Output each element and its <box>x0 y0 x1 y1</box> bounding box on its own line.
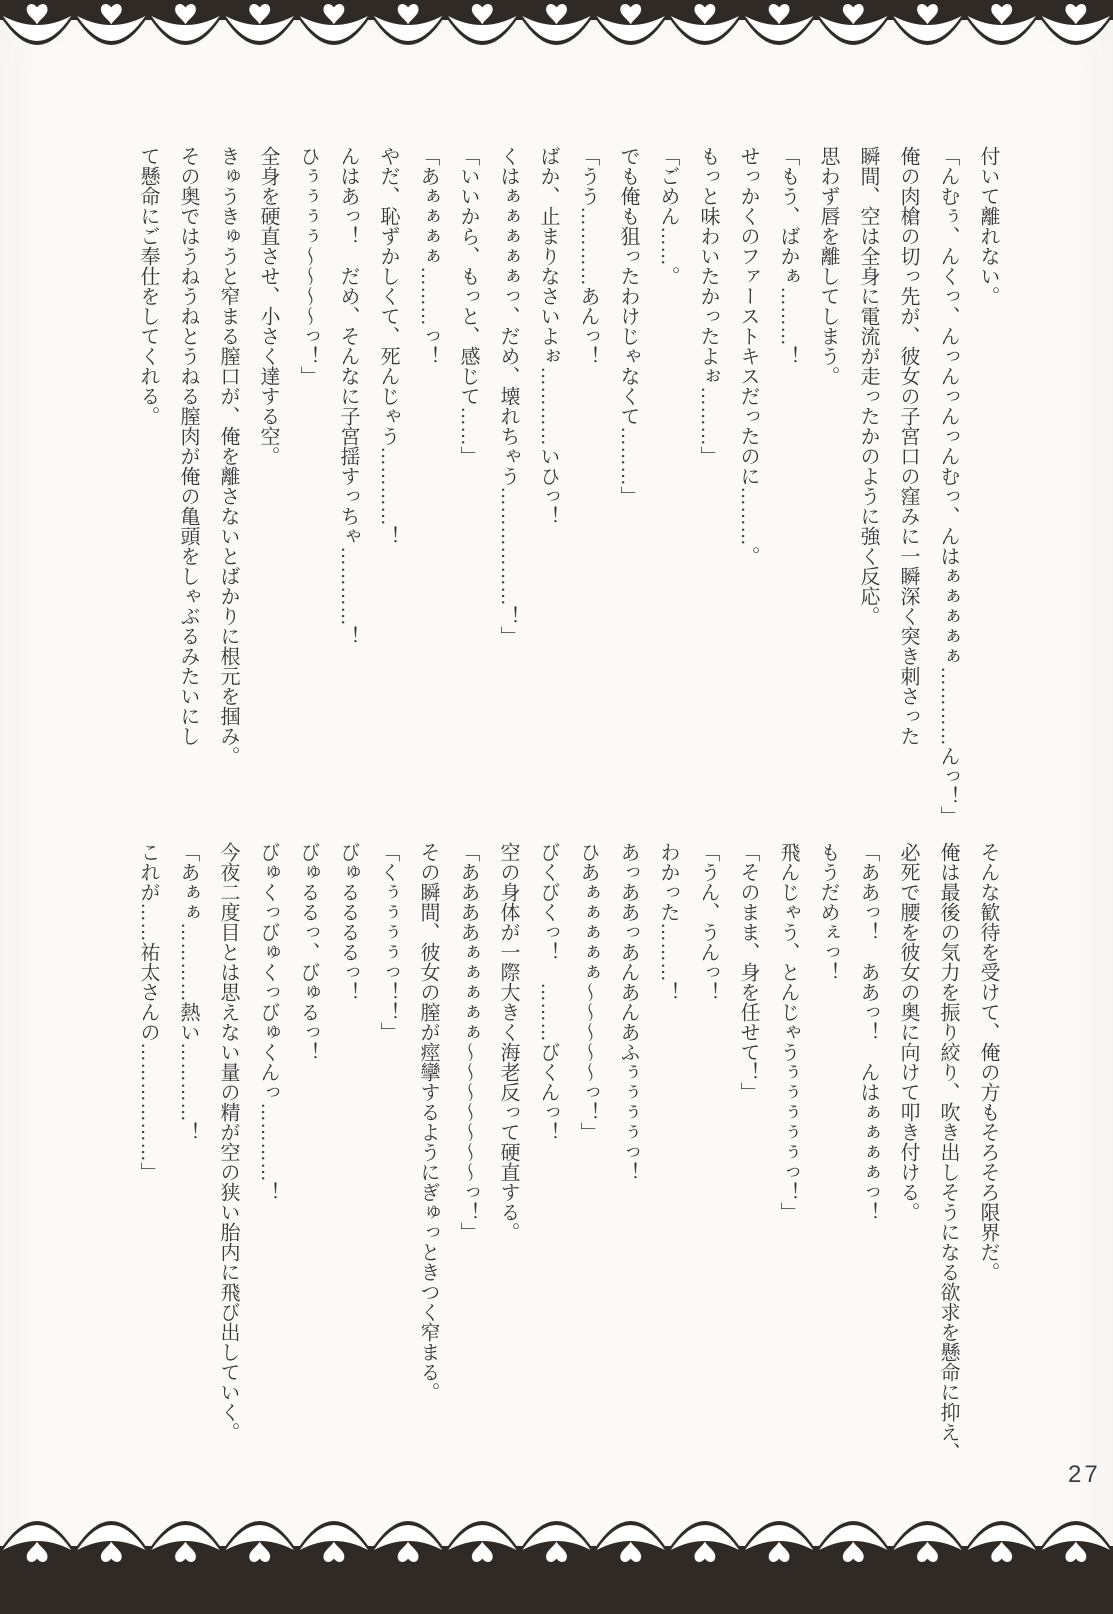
text-column: 「いいから、もっと、感じて……」 <box>457 146 479 466</box>
text-column: 俺は最後の気力を振り絞り、吹き出しそうになる欲求を懸命に抑え、 <box>937 842 959 1462</box>
top-text-block <box>128 146 1008 846</box>
page-number: 27 <box>1068 1461 1101 1488</box>
lace-border-bottom <box>0 1508 1113 1614</box>
text-column: きゅうきゅうと窄まる膣口が、俺を離さないとばかりに根元を掴み。 <box>217 146 239 766</box>
text-column: びゅくっびゅくっびゅくんっ…………！ <box>257 842 279 1202</box>
text-column: 「ああっ！ ああっ！ んはぁぁぁぁっ！ <box>857 842 879 1222</box>
text-column: これが……祐太さんの………………」 <box>137 842 159 1182</box>
text-column: 飛んじゃう、とんじゃうぅぅぅぅぅっ！」 <box>777 842 799 1222</box>
text-column: もうだめぇっ！ <box>817 842 839 982</box>
text-column: 「うん、うんっ！ <box>697 842 719 1002</box>
bottom-text-block <box>128 842 1008 1502</box>
text-column: んはあっ！ だめ、そんなに子宮揺すっちゃ…………！ <box>337 146 359 646</box>
lace-border-top <box>0 0 1113 58</box>
text-column: ばか、止まりなさいよぉ…………いひっ！ <box>537 146 559 526</box>
text-column: びゅるるるるっ！ <box>337 842 359 1002</box>
text-column: もっと味わいたかったよぉ………」 <box>697 146 719 466</box>
text-column: 全身を硬直させ、小さく達する空。 <box>257 146 279 466</box>
text-column: ひあぁぁぁぁぁ～～～～～っ！」 <box>577 842 599 1142</box>
text-column: その瞬間、彼女の膣が痙攣するようにぎゅっときつく窄まる。 <box>417 842 439 1402</box>
lace-band-solid <box>0 1564 1113 1614</box>
text-column: 「ごめん……。 <box>657 146 679 286</box>
text-column: そんな歓待を受けて、俺の方もそろそろ限界だ。 <box>977 842 999 1282</box>
text-column: 「もう、ばかぁ………！ <box>777 146 799 366</box>
text-column: 「そのまま、身を任せて！」 <box>737 842 759 1102</box>
text-column: せっかくのファーストキスだったのに………。 <box>737 146 759 566</box>
text-column: びゅるるっ、びゅるっ！ <box>297 842 319 1062</box>
text-column: 「あぁぁ…………熱い…………！ <box>177 842 199 1142</box>
text-column: 「ああああぁぁぁぁぁ～～～～～～～っ！」 <box>457 842 479 1242</box>
text-column: 「あぁぁぁぁ………っ！ <box>417 146 439 366</box>
text-column: 瞬間、空は全身に電流が走ったかのように強く反応。 <box>857 146 879 626</box>
text-column: 「うう…………あんっ！ <box>577 146 599 366</box>
text-column: 「んむぅ、んくっ、んっんっんっんむっ、んはぁぁぁぁぁ…………んっ！」 <box>937 146 959 826</box>
text-column: わかった………！ <box>657 842 679 1002</box>
text-column: 俺の肉槍の切っ先が、彼女の子宮口の窪みに一瞬深く突き刺さった <box>897 146 919 746</box>
text-column: ひぅぅぅぅ～～～～っ！」 <box>297 146 319 386</box>
text-column: くはぁぁぁぁぁっ、だめ、壊れちゃう………………！」 <box>497 146 519 646</box>
text-column: 必死で腰を彼女の奥に向けて叩き付ける。 <box>897 842 919 1222</box>
text-column: 思わず唇を離してしまう。 <box>817 146 839 386</box>
text-column: やだ、恥ずかしくて、死んじゃう…………！ <box>377 146 399 546</box>
text-column: 付いて離れない。 <box>977 146 999 306</box>
text-column: 空の身体が一際大きく海老反って硬直する。 <box>497 842 519 1242</box>
text-column: でも俺も狙ったわけじゃなくて………」 <box>617 146 639 506</box>
text-column: 「くぅぅぅぅっ！！」 <box>377 842 399 1042</box>
text-column: あっああっあんあんあふぅぅぅぅっ！ <box>617 842 639 1182</box>
text-column: びくびくっ！ ………びくんっ！ <box>537 842 559 1142</box>
text-column: て懸命にご奉仕をしてくれる。 <box>137 146 159 426</box>
text-column: その奥ではうねうねとうねる膣肉が俺の亀頭をしゃぶるみたいにし <box>177 146 199 746</box>
text-column: 今夜二度目とは思えない量の精が空の狭い胎内に飛び出していく。 <box>217 842 239 1442</box>
